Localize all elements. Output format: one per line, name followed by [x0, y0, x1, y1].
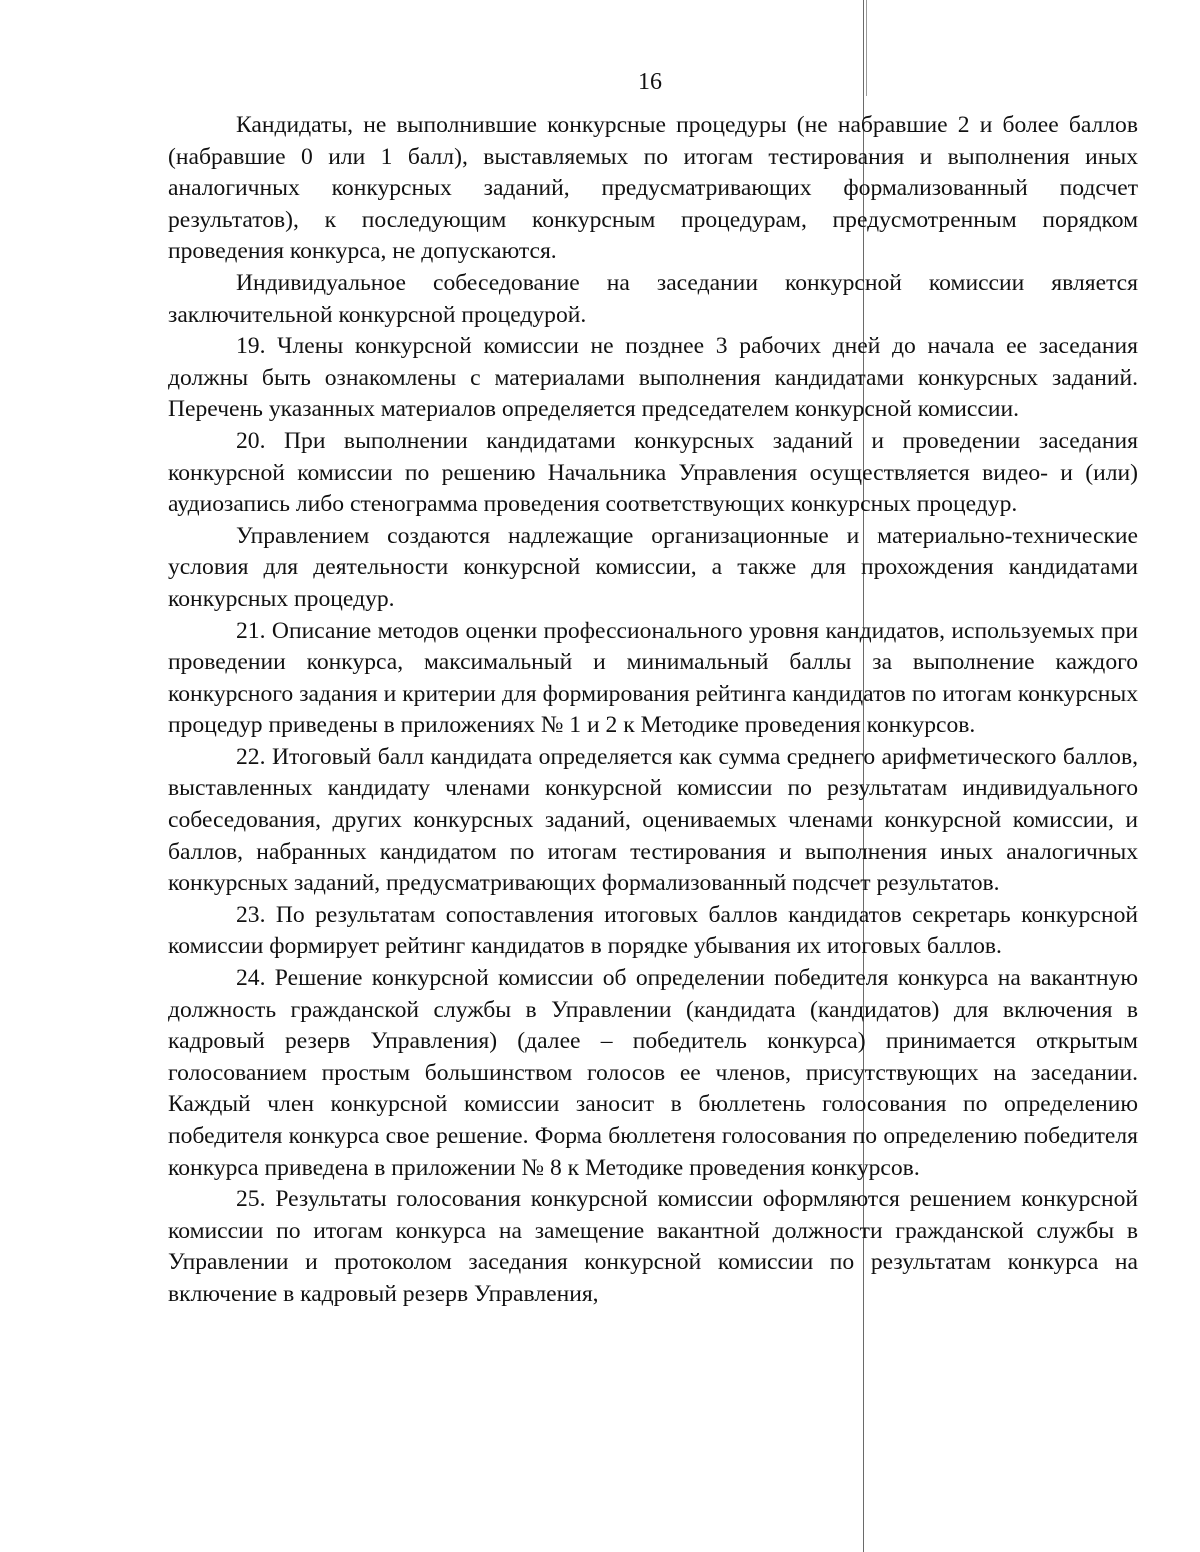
document-body: [168, 110, 1138, 1311]
paragraph-candidates-not-admitted: Кандидаты, не выполнившие конкурсные процедуры (не набравшие 2 и более баллов (набравшие 0 или 1 балл), выставляемых по итогам тестирования и выполнения иных аналогичных конкурсных заданий, предусматривающих формализованный подсчет результатов), к последующим конкурсным процедурам, предусмотренным порядком проведения конкурса, не допускаются.: [168, 112, 1138, 265]
paragraph-19: 19. Члены конкурсной комиссии не позднее 3 рабочих дней до начала ее заседания должны быть ознакомлены с материалами выполнения кандидатами конкурсных заданий. Перечень указанных материалов определяется председателем конкурсной комиссии.: [168, 333, 1138, 423]
page-number: 16: [638, 69, 662, 95]
paragraph-23: 23. По результатам сопоставления итоговых баллов кандидатов секретарь конкурсной комиссии формирует рейтинг кандидатов в порядке убывания их итоговых баллов.: [168, 901, 1138, 960]
paragraph-22: 22. Итоговый балл кандидата определяется как сумма среднего арифметического баллов, выставленных кандидату членами конкурсной комиссии по результатам индивидуального собеседования, других конкурсных заданий, оцениваемых членами конкурсной комиссии, и баллов, набранных кандидатом по итогам тестирования и выполнения иных аналогичных конкурсных заданий, предусматривающих формализованный подсчет результатов.: [168, 743, 1138, 897]
paragraph-24: 24. Решение конкурсной комиссии об определении победителя конкурса на вакантную должность гражданской службы в Управлении (кандидата (кандидатов) для включения в кадровый резерв Управления) (далее – победитель конкурса) принимается открытым голосованием простым большинством голосов ее членов, присутствующих на заседании. Каждый член конкурсной комиссии заносит в бюллетень голосования по определению победителя конкурса свое решение. Форма бюллетеня голосования по определению победителя конкурса приведена в приложении № 8 к Методике проведения конкурсов.: [168, 965, 1138, 1181]
paragraph-25: 25. Результаты голосования конкурсной комиссии оформляются решением конкурсной комиссии по итогам конкурса на замещение вакантной должности гражданской службы в Управлении и протоколом заседания конкурсной комиссии по результатам конкурса на включение в кадровый резерв Управления,: [168, 1186, 1138, 1307]
paragraph-21: 21. Описание методов оценки профессионального уровня кандидатов, используемых при проведении конкурса, максимальный и минимальный баллы за выполнение каждого конкурсного задания и критерии для формирования рейтинга кандидатов по итогам конкурсных процедур приведены в приложениях № 1 и 2 к Методике проведения конкурсов.: [168, 617, 1138, 739]
paragraph-conditions: Управлением создаются надлежащие организационные и материально-технические условия для деятельности конкурсной комиссии, а также для прохождения кандидатами конкурсных процедур.: [168, 522, 1138, 612]
paragraph-20: 20. При выполнении кандидатами конкурсных заданий и проведении заседания конкурсной комиссии по решению Начальника Управления осуществляется видео- и (или) аудиозапись либо стенограмма проведения соответствующих конкурсных процедур.: [168, 427, 1138, 518]
paragraph-individual-interview: Индивидуальное собеседование на заседании конкурсной комиссии является заключительной конкурсной процедурой.: [168, 269, 1138, 328]
